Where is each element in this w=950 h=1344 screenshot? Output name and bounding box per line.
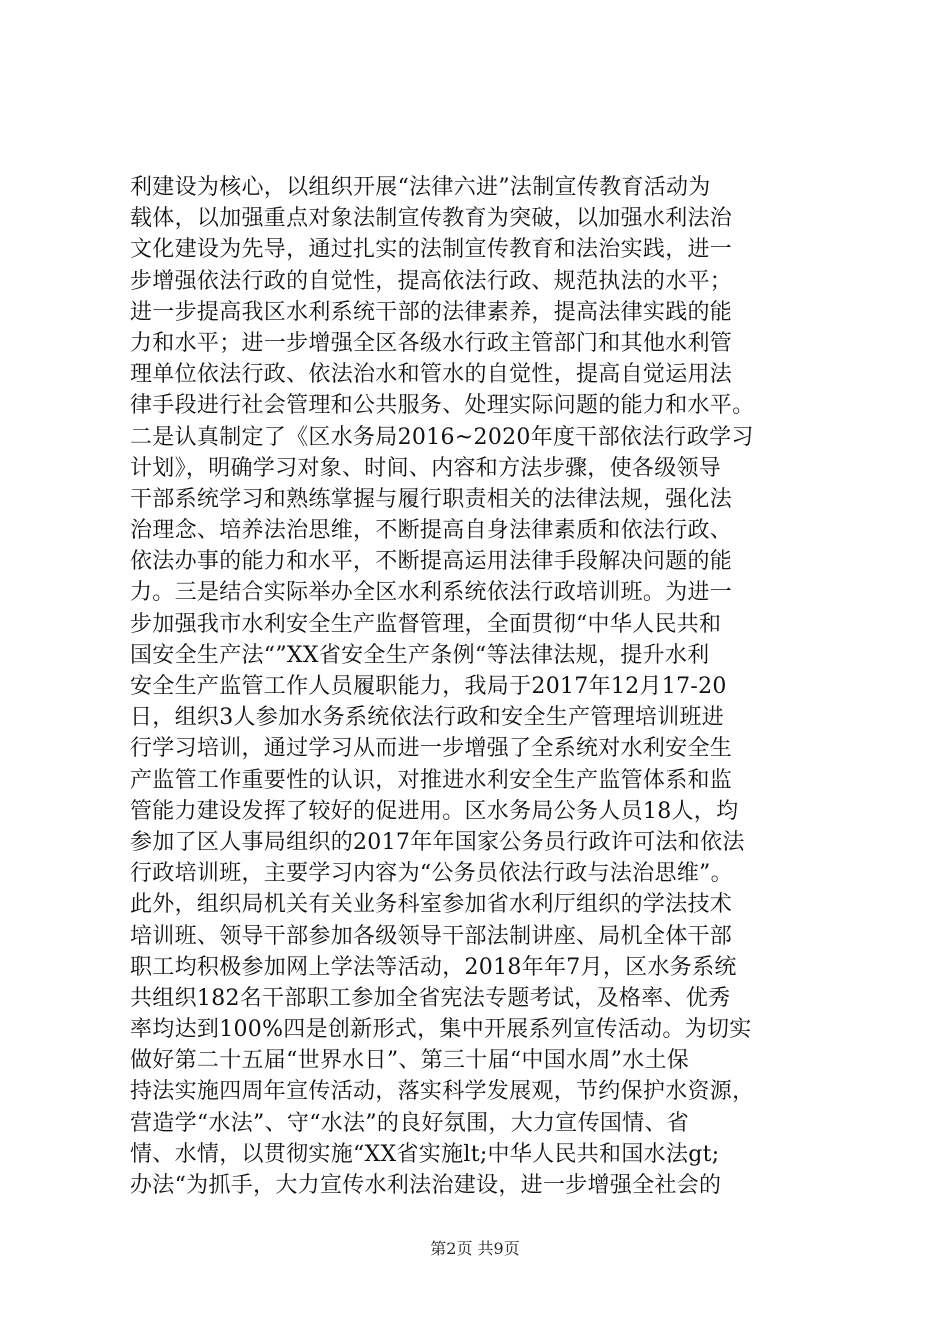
text-line: 安全生产监管工作人员履职能力，我局于2017年12月17-20: [130, 674, 727, 699]
text-line: 行学习培训，通过学习从而进一步增强了全系统对水利安全生: [130, 736, 733, 762]
text-line: 做好第二十五届“世界水日”、第三十届“中国水周”水土保: [130, 1048, 690, 1074]
text-line: 文化建设为先导，通过扎实的法制宣传教育和法治实践，进一: [130, 237, 733, 263]
text-line: 利建设为核心，以组织开展“法律六进”法制宣传教育活动为: [130, 175, 711, 200]
page-footer: 第2页 共9页: [430, 1239, 520, 1258]
text-line: 载体，以加强重点对象法制宣传教育为突破，以加强水利法治: [130, 206, 733, 232]
text-line: 律手段进行社会管理和公共服务、处理实际问题的能力和水平。: [130, 393, 755, 419]
text-line: 步加强我市水利安全生产监督管理，全面贯彻“中华人民共和: [130, 611, 722, 637]
text-line: 二是认真制定了《区水务局2016~2020年度干部依法行政学习: [130, 424, 754, 450]
text-line: 力。三是结合实际举办全区水利系统依法行政培训班。为进一: [130, 580, 733, 606]
text-line: 营造学“水法”、守“水法”的良好氛围，大力宣传国情、省: [130, 1110, 690, 1136]
text-line: 日，组织3人参加水务系统依法行政和安全生产管理培训班进: [130, 705, 725, 731]
text-line: 管能力建设发挥了较好的促进用。区水务局公务人员18人，均: [130, 798, 739, 824]
text-line: 职工均积极参加网上学法等活动，2018年年7月，区水务系统: [130, 954, 737, 980]
text-line: 持法实施四周年宣传活动，落实科学发展观，节约保护水资源，: [130, 1079, 755, 1105]
text-line: 力和水平；进一步增强全区各级水行政主管部门和其他水利管: [130, 330, 733, 356]
text-line: 干部系统学习和熟练掌握与履行职责相关的法律法规，强化法: [130, 486, 733, 512]
text-line: 此外，组织局机关有关业务科室参加省水利厅组织的学法技术: [130, 892, 733, 918]
text-line: 进一步提高我区水利系统干部的法律素养，提高法律实践的能: [130, 299, 733, 325]
text-line: 计划》，明确学习对象、时间、内容和方法步骤，使各级领导: [130, 455, 722, 481]
text-line: 共组织182名干部职工参加全省宪法专题考试，及格率、优秀: [130, 985, 731, 1011]
text-line: 治理念、培养法治思维，不断提高自身法律素质和依法行政、: [130, 518, 733, 544]
text-line: 情、水情，以贯彻实施“XX省实施lt;中华人民共和国水法gt;: [130, 1141, 720, 1167]
body-text: [130, 172, 830, 1201]
text-line: 步增强依法行政的自觉性，提高依法行政、规范执法的水平；: [130, 268, 733, 294]
text-line: 依法办事的能力和水平，不断提高运用法律手段解决问题的能: [130, 549, 733, 575]
text-line: 办法“为抓手，大力宣传水利法治建设，进一步增强全社会的: [130, 1173, 722, 1198]
text-line: 培训班、领导干部参加各级领导干部法制讲座、局机全体干部: [130, 923, 733, 949]
text-line: 参加了区人事局组织的2017年年国家公务员行政许可法和依法: [130, 829, 745, 855]
text-line: 国安全生产法“”XX省安全生产条例“等法律法规，提升水利: [130, 642, 710, 668]
text-line: 率均达到100%四是创新形式，集中开展系列宣传活动。为切实: [130, 1017, 752, 1043]
text-line: 产监管工作重要性的认识，对推进水利安全生产监管体系和监: [130, 767, 733, 793]
text-line: 行政培训班，主要学习内容为“公务员依法行政与法治思维”。: [130, 861, 733, 887]
text-line: 理单位依法行政、依法治水和管水的自觉性，提高自觉运用法: [130, 362, 733, 388]
